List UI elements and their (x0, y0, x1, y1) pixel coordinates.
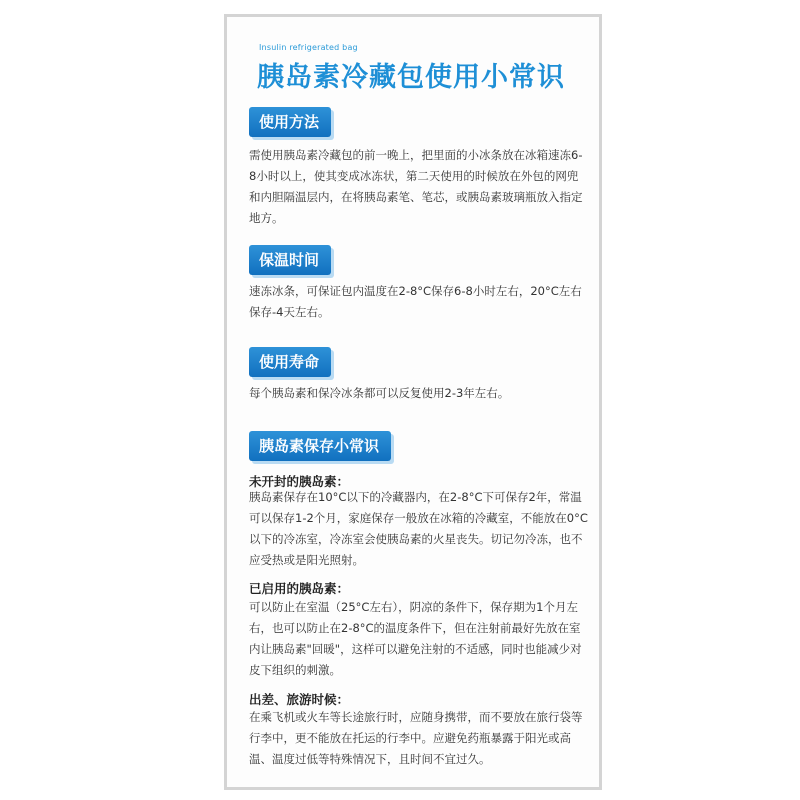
storage-subheading-unopened: 未开封的胰岛素： (249, 474, 350, 489)
section-heading-usage: 使用方法 (249, 107, 331, 137)
section-heading-insulation-time: 保温时间 (249, 245, 331, 275)
section-heading-storage-tips: 胰岛素保存小常识 (249, 431, 391, 461)
section-heading-lifespan: 使用寿命 (249, 347, 331, 377)
storage-subheading-travel: 出差、旅游时候： (249, 692, 350, 707)
section-body-lifespan: 每个胰岛素和保冷冰条都可以反复使用2-3年左右。 (249, 386, 510, 400)
storage-body-opened: 可以防止在室温（25°C左右），阴凉的条件下，保存期为1个月左右，也可以防止在2-8°C的温度条件下，但在注射前最好先放在室内让胰岛素"回暖"，这样可以避免注射的不适感，同时也能减少对皮下组织的刺激。 (249, 600, 582, 677)
section-body-insulation-time: 速冻冰条，可保证包内温度在2-8°C保存6-8小时左右，20°C左右保存-4天左右。 (249, 284, 582, 319)
section-body-usage: 需使用胰岛素冷藏包的前一晚上，把里面的小冰条放在冰箱速冻6-8小时以上，使其变成冰冻状，第二天使用的时候放在外包的网兜和内胆隔温层内，在将胰岛素笔、笔芯，或胰岛素玻璃瓶放入指定地方。 (249, 148, 583, 225)
page-title: 胰岛素冷藏包使用小常识 (257, 62, 565, 93)
storage-subheading-opened: 已启用的胰岛素： (249, 581, 350, 596)
storage-body-unopened: 胰岛素保存在10°C以下的冷藏器内，在2-8°C下可保存2年，常温可以保存1-2个月，家庭保存一般放在冰箱的冷藏室，不能放在0°C以下的冷冻室，冷冻室会使胰岛素的火星丧失。切记勿冷冻，也不应受热或是阳光照射。 (249, 490, 588, 567)
info-card (224, 14, 602, 790)
storage-body-travel: 在乘飞机或火车等长途旅行时，应随身携带，而不要放在旅行袋等行李中，更不能放在托运的行李中。应避免药瓶暴露于阳光或高温、温度过低等特殊情况下，且时间不宜过久。 (249, 710, 583, 766)
english-subtitle: Insulin refrigerated bag (259, 43, 358, 52)
